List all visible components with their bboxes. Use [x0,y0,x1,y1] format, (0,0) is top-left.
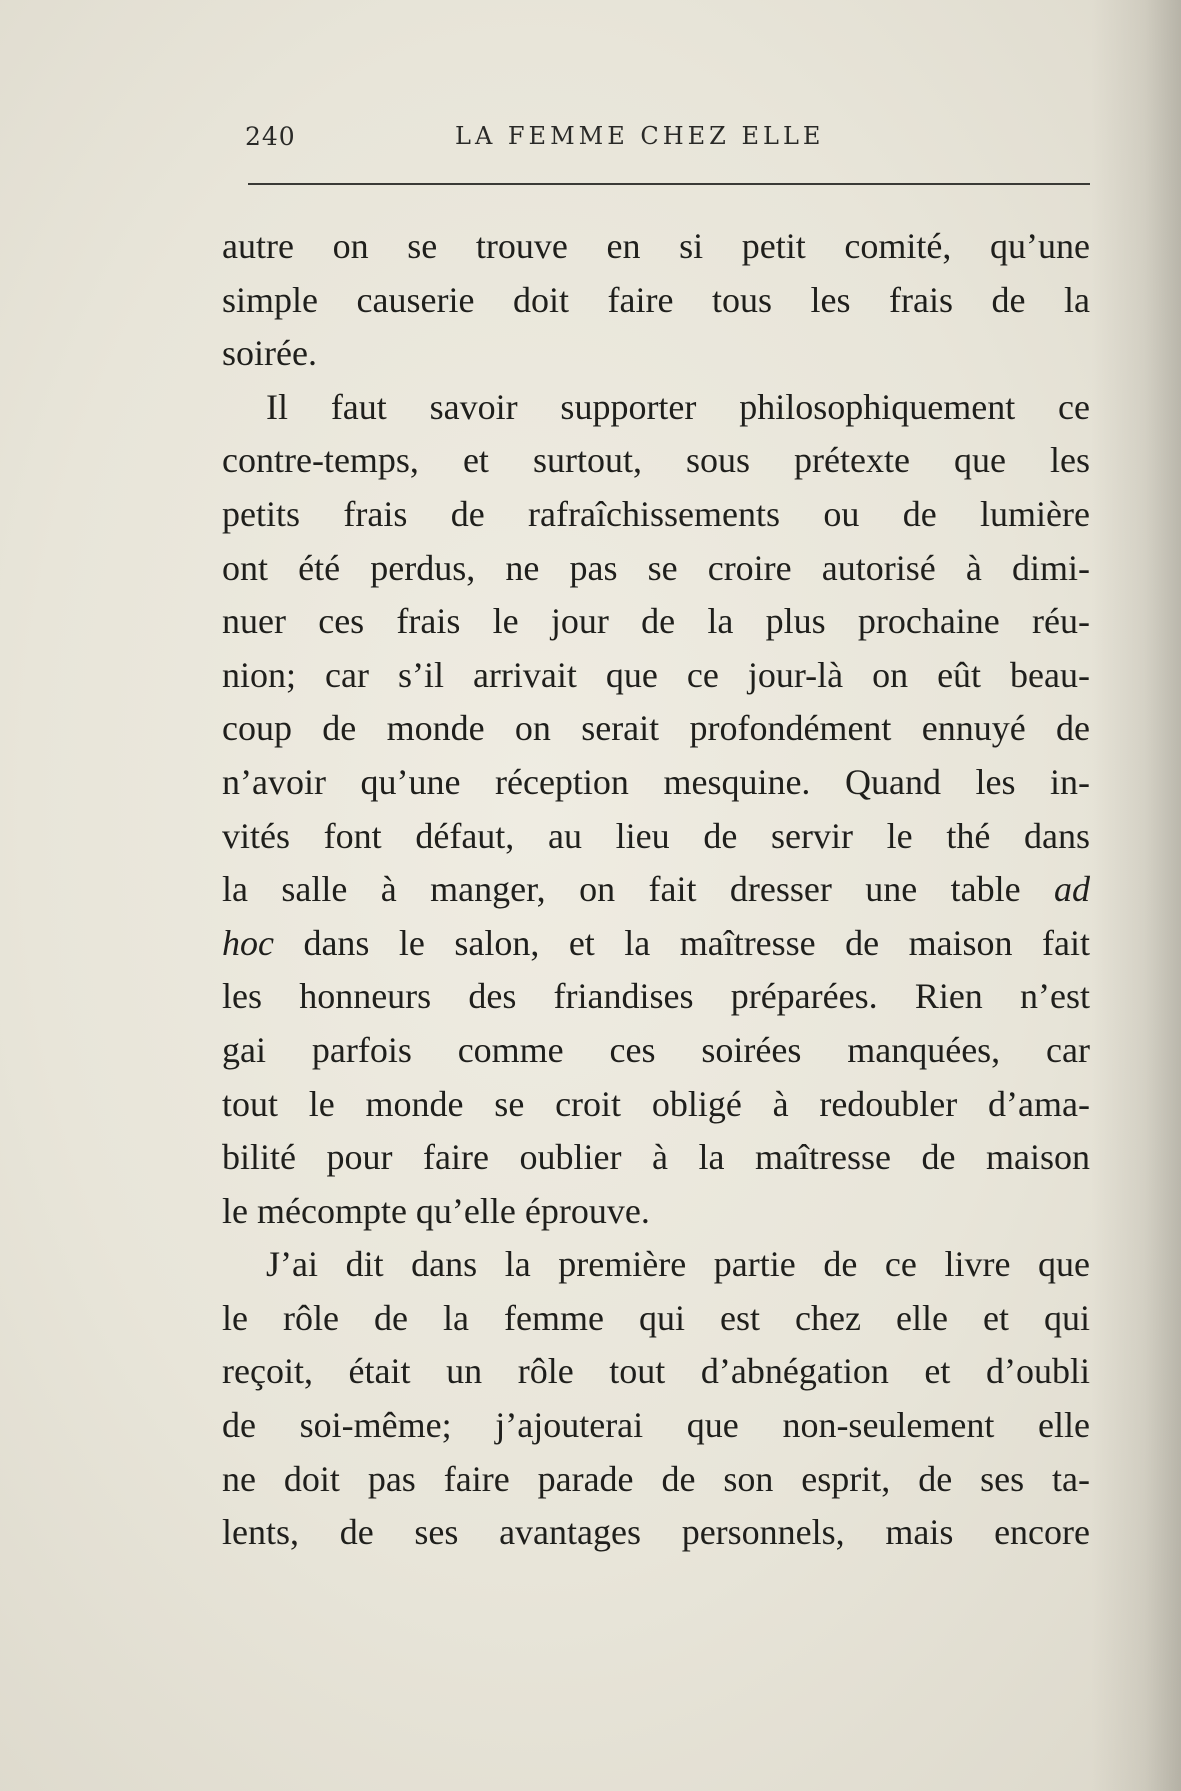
text-segment: la salle à manger, on fait dresser une table [222,869,1021,910]
text-segment: dans le salon, et la maîtresse de maison fait [303,922,1090,963]
text-line: nuer ces frais le jour de la plus prochaine réu- [222,601,1090,642]
text-line: le rôle de la femme qui est chez elle et qui [222,1297,1090,1338]
text-line: reçoit, était un rôle tout d’abnégation et d’oubli [222,1351,1090,1392]
page-edge-shadow [1091,0,1181,1791]
text-line: le mécompte qu’elle éprouve. [222,1190,650,1231]
text-line: nion; car s’il arrivait que ce jour-là on eût beau- [222,654,1090,695]
text-line: ne doit pas faire parade de son esprit, de ses ta- [222,1458,1090,1499]
text-line: vités font défaut, au lieu de servir le thé dans [222,815,1090,856]
italic-term: hoc [222,922,274,963]
italic-term: ad [1054,869,1090,910]
body-text [222,220,1090,1560]
text-line: coup de monde on serait profondément ennuyé de [222,708,1090,749]
page-header [245,122,1090,162]
text-line: lents, de ses avantages personnels, mais encore [222,1512,1090,1553]
text-line: soirée. [222,333,317,374]
page-number: 240 [245,122,296,151]
text-line: ont été perdus, ne pas se croire autorisé à dimi- [222,547,1090,588]
text-line-with-italic [222,917,1090,971]
text-line: gai parfois comme ces soirées manquées, car [222,1029,1090,1070]
text-line: tout le monde se croit obligé à redoubler d’ama- [222,1083,1090,1124]
text-line: J’ai dit dans la première partie de ce livre que [266,1244,1090,1285]
text-line: autre on se trouve en si petit comité, qu’une [222,226,1090,266]
text-line-with-italic [222,863,1090,917]
text-line: petits frais de rafraîchissements ou de lumière [222,493,1090,534]
text-line: Il faut savoir supporter philosophiquement ce [266,386,1090,427]
text-line: les honneurs des friandises préparées. Rien n’est [222,976,1090,1017]
text-line: contre-temps, et surtout, sous prétexte que les [222,440,1090,481]
header-rule [248,183,1090,185]
text-line: bilité pour faire oublier à la maîtresse de maison [222,1137,1090,1178]
running-head: LA FEMME CHEZ ELLE [455,122,825,150]
text-line: n’avoir qu’une réception mesquine. Quand les in- [222,761,1090,802]
text-line: simple causerie doit faire tous les frais de la [222,279,1090,320]
text-line: de soi-même; j’ajouterai que non-seulement elle [222,1405,1090,1446]
